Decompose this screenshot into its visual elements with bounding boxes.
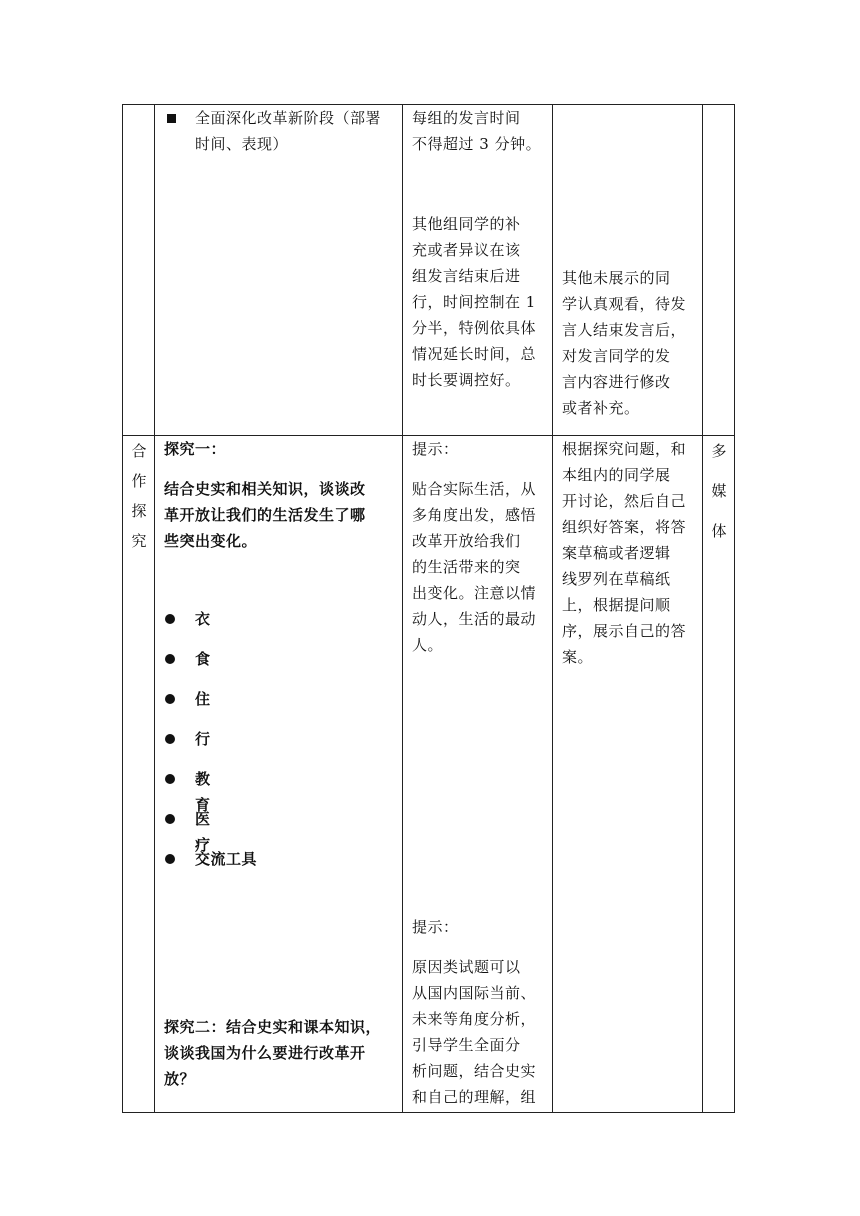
- cell-empty: [703, 105, 735, 436]
- text-line: 多角度出发，感悟: [412, 506, 537, 524]
- text-line: 分半，特例依具体: [412, 319, 537, 337]
- list-item-label: 医疗: [195, 810, 211, 854]
- text-line: 根据探究问题，和: [562, 440, 687, 458]
- text-line: 每组的发言时间: [412, 109, 521, 127]
- bullet-dot-icon: [165, 654, 175, 664]
- text-line: 些突出变化。: [164, 532, 258, 550]
- text-line: 案。: [562, 648, 594, 666]
- vertical-label: [129, 438, 149, 558]
- text-line: 时间、表现）: [195, 135, 289, 153]
- bullet-dot-icon: [165, 694, 175, 704]
- text-line: 组织好答案，将答: [562, 518, 687, 536]
- label-char: 作: [131, 472, 147, 490]
- bullet-text: [195, 105, 381, 157]
- list-item-label: 住: [195, 690, 211, 708]
- text-line: 不得超过 3 分钟。: [412, 135, 542, 153]
- text-line: 和自己的理解，组: [412, 1088, 537, 1106]
- label-char: 究: [131, 532, 147, 550]
- text-line: 时长要调控好。: [412, 371, 521, 389]
- cell-teacher-note: [403, 436, 553, 1113]
- text-line: 其他未展示的同: [562, 269, 671, 287]
- list-item-label: 行: [195, 730, 211, 748]
- text-line: 学认真观看，待发: [562, 295, 687, 313]
- lesson-plan-table: [122, 104, 735, 1113]
- list-item-label: 交流工具: [195, 850, 258, 868]
- inquiry-two-question: [164, 1014, 381, 1092]
- text-line: 引导学生全面分: [412, 1036, 521, 1054]
- table-row: [123, 436, 735, 1113]
- bullet-dot-icon: [165, 614, 175, 624]
- cell-section-label: [123, 436, 155, 1113]
- cell-media: [703, 436, 735, 1113]
- bullet-dot-icon: [165, 814, 175, 824]
- label-char: 体: [711, 522, 727, 540]
- text-line: 上，根据提问顺: [562, 596, 671, 614]
- time-rule: [412, 105, 541, 157]
- bullet-dot-icon: [165, 774, 175, 784]
- text-line: 全面深化改革新阶段（部署: [195, 109, 382, 127]
- hint-one-label: 提示：: [412, 440, 459, 458]
- text-line: 或者补充。: [562, 399, 640, 417]
- label-char: 探: [131, 502, 147, 520]
- bullet-dot-icon: [165, 734, 175, 744]
- text-line: 线罗列在草稿纸: [562, 570, 671, 588]
- text-line: 放？: [164, 1070, 196, 1088]
- cell-student-activity: [553, 436, 703, 1113]
- text-line: 从国内国际当前、: [412, 984, 537, 1002]
- cell-student-activity: [553, 105, 703, 436]
- student-activity-text: [562, 436, 686, 670]
- cell-content: [155, 436, 403, 1113]
- text-line: 析问题，结合史实: [412, 1062, 537, 1080]
- list-item-label: 教育: [195, 770, 211, 814]
- list-item-label: 食: [195, 650, 211, 668]
- text-line: 未来等角度分析，: [412, 1010, 537, 1028]
- text-line: 贴合实际生活，从: [412, 480, 537, 498]
- hint-one-text: [412, 476, 536, 658]
- vertical-label: [709, 438, 729, 558]
- list-item-label: 衣: [195, 610, 211, 628]
- label-char: 多: [711, 442, 727, 460]
- supplement-rule: [412, 211, 536, 393]
- text-line: 人。: [412, 636, 444, 654]
- text-line: 谈谈我国为什么要进行改革开: [164, 1044, 366, 1062]
- text-line: 革开放让我们的生活发生了哪: [164, 506, 366, 524]
- text-line: 探究二：结合史实和课本知识，: [164, 1018, 382, 1036]
- bullet-dot-icon: [165, 854, 175, 864]
- cell-teacher-note: [403, 105, 553, 436]
- text-line: 对发言同学的发: [562, 347, 671, 365]
- text-line: 出变化。注意以情: [412, 584, 537, 602]
- cell-content: [155, 105, 403, 436]
- inquiry-one-question: [164, 476, 366, 554]
- text-line: 的生活带来的突: [412, 558, 521, 576]
- square-bullet-icon: [167, 114, 176, 123]
- text-line: 行，时间控制在 1: [412, 293, 536, 311]
- hint-two-label: 提示：: [412, 918, 459, 936]
- text-line: 言内容进行修改: [562, 373, 671, 391]
- hint-two-text: [412, 954, 536, 1110]
- text-line: 结合史实和相关知识，谈谈改: [164, 480, 366, 498]
- table-row: [123, 105, 735, 436]
- text-line: 原因类试题可以: [412, 958, 521, 976]
- text-line: 改革开放给我们: [412, 532, 521, 550]
- label-char: 合: [131, 442, 147, 460]
- inquiry-one-heading: 探究一：: [164, 440, 227, 458]
- cell-empty: [123, 105, 155, 436]
- text-line: 本组内的同学展: [562, 466, 671, 484]
- text-line: 言人结束发言后，: [562, 321, 687, 339]
- text-line: 案草稿或者逻辑: [562, 544, 671, 562]
- label-char: 媒: [711, 482, 727, 500]
- text-line: 充或者异议在该: [412, 241, 521, 259]
- text-line: 动人，生活的最动: [412, 610, 537, 628]
- text-line: 情况延长时间，总: [412, 345, 537, 363]
- student-activity-text: [562, 265, 686, 421]
- text-line: 开讨论，然后自己: [562, 492, 687, 510]
- text-line: 其他组同学的补: [412, 215, 521, 233]
- text-line: 组发言结束后进: [412, 267, 521, 285]
- text-line: 序，展示自己的答: [562, 622, 687, 640]
